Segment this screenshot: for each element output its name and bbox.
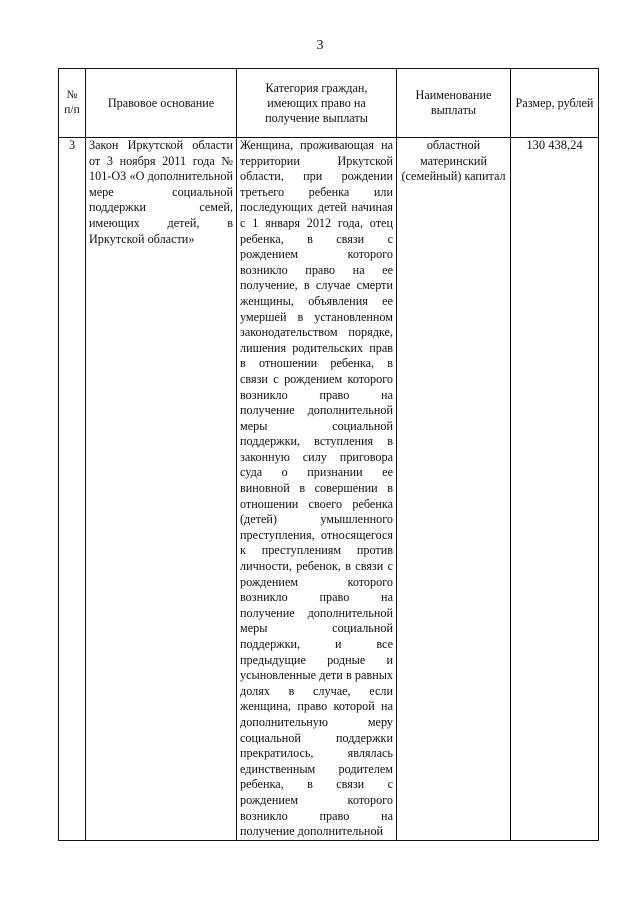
payment-name-cell: областной материнский (семейный) капитал: [397, 138, 511, 841]
amount-cell: 130 438,24: [511, 138, 599, 841]
legal-basis-cell: Закон Иркутской области от 3 ноября 2011 года № 101-ОЗ «О дополнительной мере социальной поддержки семей, имеющих детей, в Иркутской области»: [86, 138, 237, 841]
row-number-cell: 3: [59, 138, 86, 841]
column-header-legal-basis: Правовое основание: [86, 69, 237, 138]
column-header-amount: Размер, рублей: [511, 69, 599, 138]
page-number: 3: [316, 38, 324, 53]
column-header-number: № п/п: [59, 69, 86, 138]
table-header-row: [59, 69, 599, 138]
table-row: [59, 138, 599, 841]
payments-table: [58, 68, 599, 841]
citizen-category-cell: Женщина, проживающая на территории Иркутской области, при рождении третьего ребенка или последующих детей начиная с 1 января 2012 года, отец ребенка, в связи с рождением которого возникло право на ее получение, в случае смерти женщины, объявления ее умершей в установленном законодательством порядке, лишения родительских прав в отношении ребенка, в связи с рождением которого возникло право на получение дополнительной меры социальной поддержки, вступления в законную силу приговора суда о признании ее виновной в совершении в отношении своего ребенка (детей) умышленного преступления, относящегося к преступлениям против личности, ребенок, в связи с рождением которого возникло право на получение дополнительной меры социальной поддержки, и все предыдущие родные и усыновленные дети в равных долях в случае, если женщина, право которой на дополнительную меру социальной поддержки прекратилось, являлась единственным родителем ребенка, в связи с рождением которого возникло право на получение дополнительной: [237, 138, 397, 841]
column-header-citizen-category: Категория граждан, имеющих право на получение выплаты: [237, 69, 397, 138]
column-header-payment-name: Наименование выплаты: [397, 69, 511, 138]
